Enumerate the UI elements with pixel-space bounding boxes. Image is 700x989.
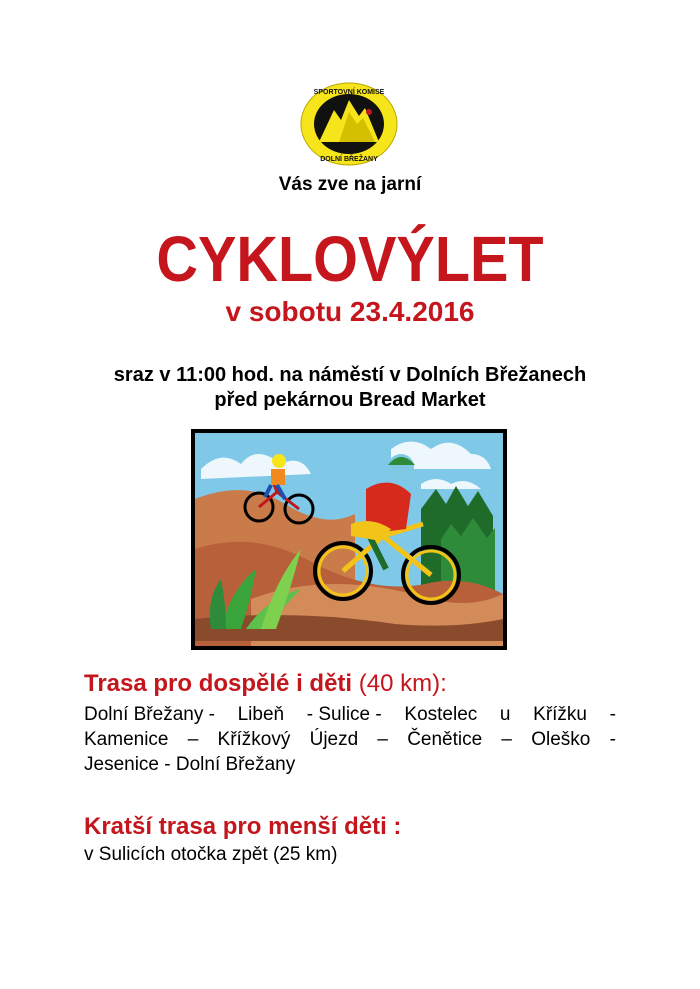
adult-route-title: Trasa pro dospělé i děti [84,670,353,697]
section-kids-route-heading: Kratší trasa pro menší děti : [84,813,402,840]
cyclists-clipart [191,429,507,650]
route-word: Křížkový [217,729,291,750]
route-word: u [499,704,511,725]
sportovni-komise-logo [299,82,399,166]
event-date: v sobotu 23.4.2016 [225,296,475,327]
kids-route-text: v Sulicích otočka zpět (25 km) [84,844,338,865]
route-line-2 [84,727,616,752]
route-word: Dolní Břežany - [84,704,215,725]
route-word: Čenětice [407,729,483,750]
route-word: - [609,729,616,750]
route-word: Újezd [309,729,359,750]
route-word: Křížku [533,704,588,725]
route-word: Libeň [237,704,285,725]
route-word: Kamenice [84,729,169,750]
route-word: – [187,729,199,750]
meeting-info [0,363,700,413]
meeting-line-2: před pekárnou Bread Market [214,389,486,411]
route-word: Jesenice - Dolní Břežany [84,754,296,775]
adult-route-text [84,702,616,777]
route-word: Oleško [531,729,591,750]
route-line-1 [84,702,616,727]
route-word: – [501,729,512,750]
logo-top-text: SPORTOVNÍ KOMISE [313,89,385,96]
route-word: Kostelec [404,704,478,725]
logo-bottom-text: DOLNÍ BŘEŽANY [320,156,378,163]
route-word: - Sulice - [306,704,382,725]
route-word: – [377,729,388,750]
page-title: CYKLOVÝLET [156,223,544,295]
section-adult-route-heading [84,670,447,698]
adult-route-distance: (40 km): [352,670,447,697]
meeting-line-1: sraz v 11:00 hod. na náměstí v Dolních Břežanech [113,364,587,386]
route-line-3 [84,752,616,777]
invite-text: Vás zve na jarní [278,174,422,195]
route-word: - [609,704,616,725]
